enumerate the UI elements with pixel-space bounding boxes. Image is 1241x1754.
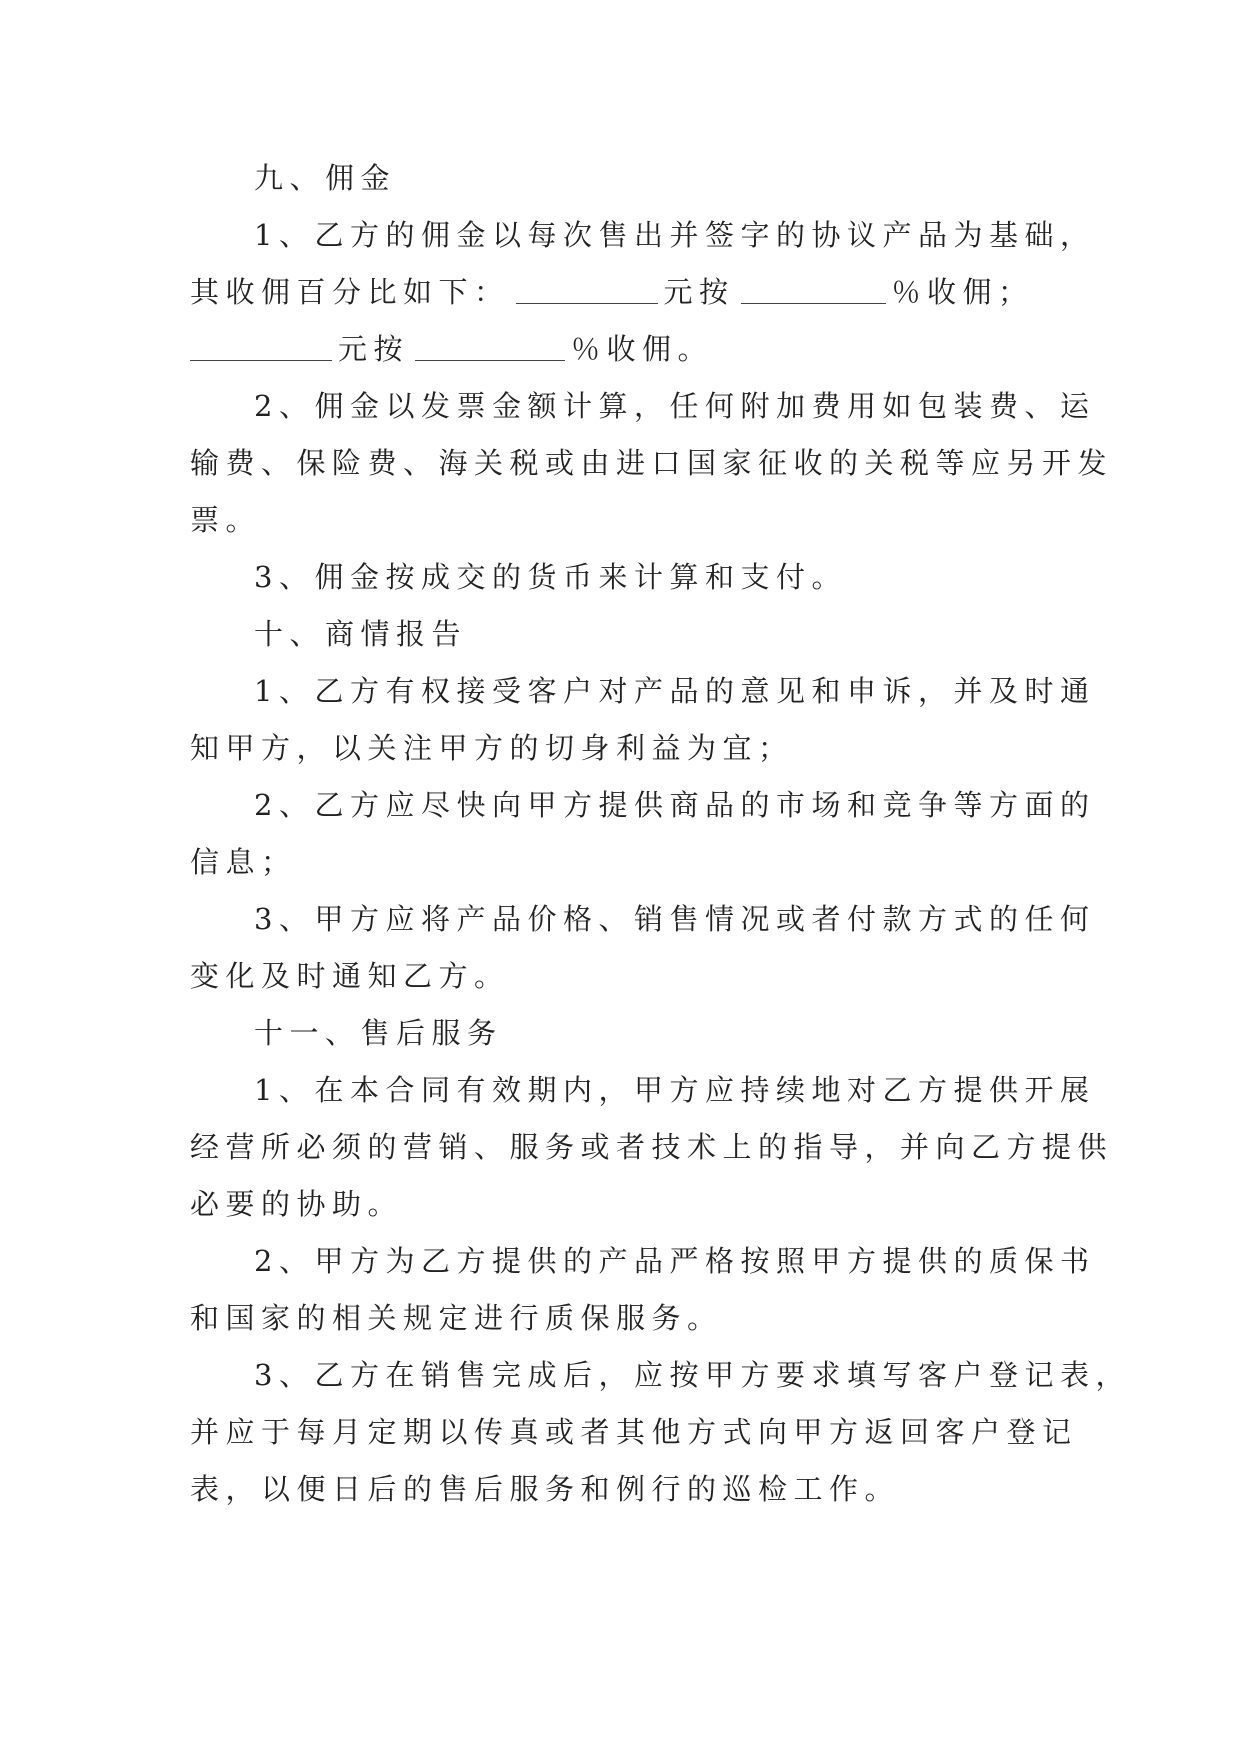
paragraph-line: 1、乙方有权接受客户对产品的意见和申诉，并及时通 xyxy=(254,674,1096,708)
paragraph-line: 3、佣金按成交的货币来计算和支付。 xyxy=(254,560,847,594)
section-heading-commission: 九、佣金 xyxy=(254,161,397,195)
paragraph-line: 和国家的相关规定进行质保服务。 xyxy=(190,1301,723,1335)
paragraph-line: 3、乙方在销售完成后，应按甲方要求填写客户登记表， xyxy=(254,1358,1131,1392)
section-heading-business-report: 十、商情报告 xyxy=(254,617,468,651)
paragraph-line: 信息； xyxy=(190,845,297,879)
amount-blank-1[interactable] xyxy=(516,277,658,304)
paragraph-line: 变化及时通知乙方。 xyxy=(190,959,510,993)
paragraph-line: 输费、保险费、海关税或由进口国家征收的关税等应另开发 xyxy=(190,446,1114,480)
paragraph-line: 并应于每月定期以传真或者其他方式向甲方返回客户登记 xyxy=(190,1415,1078,1449)
paragraph-line: 表，以便日后的售后服务和例行的巡检工作。 xyxy=(190,1472,901,1506)
commission-mid: 元按 xyxy=(663,275,735,309)
paragraph-line: 2、甲方为乙方提供的产品严格按照甲方提供的质保书 xyxy=(254,1244,1096,1278)
commission-suffix: ％收佣； xyxy=(891,275,1034,309)
paragraph-line: 票。 xyxy=(190,503,262,537)
commission-mid-2: 元按 xyxy=(338,332,410,366)
commission-rate-line-1 xyxy=(190,272,1034,312)
percent-blank-1[interactable] xyxy=(741,277,886,304)
paragraph-line: 1、在本合同有效期内，甲方应持续地对乙方提供开展 xyxy=(254,1073,1096,1107)
paragraph-line: 1、乙方的佣金以每次售出并签字的协议产品为基础， xyxy=(254,218,1096,252)
paragraph-line: 知甲方，以关注甲方的切身利益为宜； xyxy=(190,731,794,765)
commission-prefix: 其收佣百分比如下： xyxy=(190,275,510,309)
percent-blank-2[interactable] xyxy=(415,334,565,361)
commission-rate-line-2 xyxy=(190,329,713,369)
paragraph-line: 经营所必须的营销、服务或者技术上的指导，并向乙方提供 xyxy=(190,1130,1114,1164)
amount-blank-2[interactable] xyxy=(190,334,332,361)
paragraph-line: 3、甲方应将产品价格、销售情况或者付款方式的任何 xyxy=(254,902,1096,936)
paragraph-line: 2、乙方应尽快向甲方提供商品的市场和竞争等方面的 xyxy=(254,788,1096,822)
commission-suffix-2: ％收佣。 xyxy=(571,332,714,366)
paragraph-line: 必要的协助。 xyxy=(190,1187,404,1221)
paragraph-line: 2、佣金以发票金额计算，任何附加费用如包装费、运 xyxy=(254,389,1096,423)
section-heading-after-sales: 十一、售后服务 xyxy=(254,1016,503,1050)
